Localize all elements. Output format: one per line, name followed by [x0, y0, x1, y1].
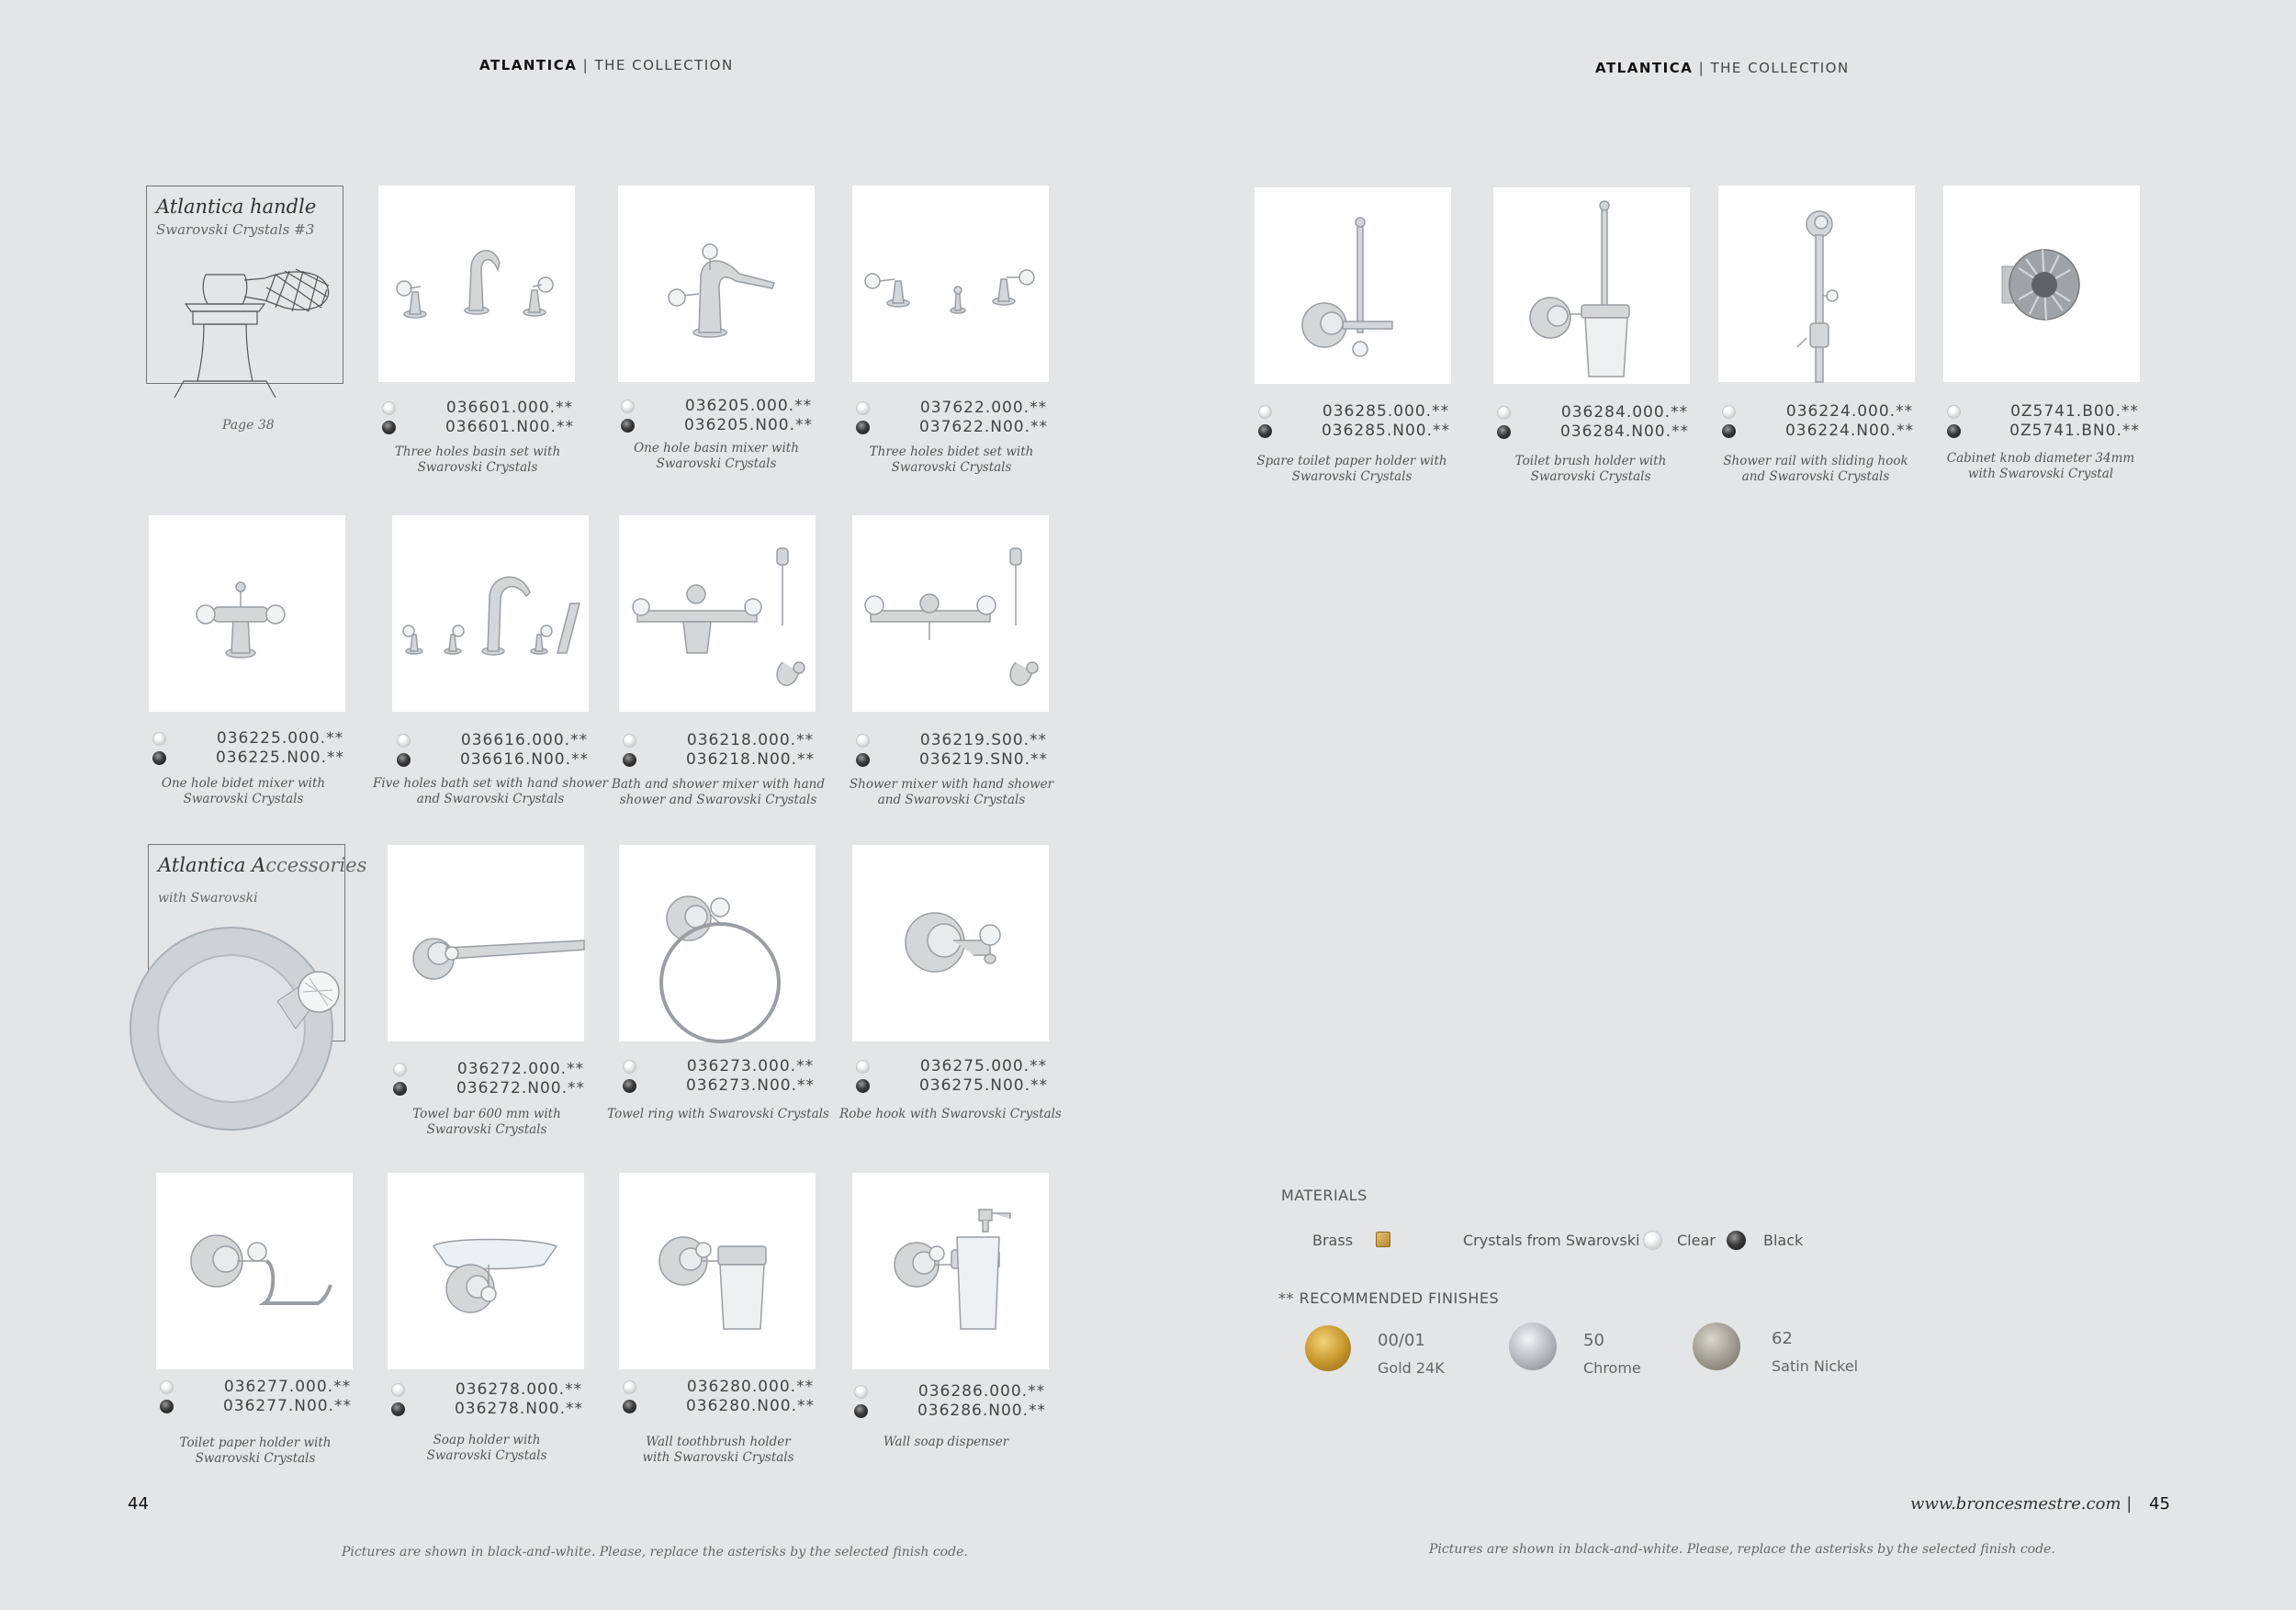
product-codes-036225 — [147, 729, 386, 768]
black-crystal-icon — [391, 1402, 405, 1416]
toilet-paper-holder-icon — [156, 1173, 353, 1369]
product-code: 036286.N00.** — [917, 1402, 1047, 1420]
clear-crystal-icon — [397, 734, 411, 748]
product-codes-036277 — [154, 1378, 393, 1416]
clear-crystal-icon — [623, 1380, 636, 1394]
product-code: 036224.000.** — [1785, 402, 1914, 421]
material-black-label: Black — [1763, 1232, 1804, 1249]
clear-crystal-icon — [1722, 405, 1736, 419]
product-code: 037622.000.** — [919, 399, 1048, 417]
product-code: 036273.N00.** — [685, 1076, 816, 1095]
product-image-036285 — [1255, 187, 1451, 384]
product-caption-036224: Shower rail with sliding hook and Swarovski Crystals — [1723, 454, 1908, 484]
footer-note-left: Pictures are shown in black-and-white. Please, replace the asterisks by the selected finish code. — [342, 1545, 968, 1559]
finish-name-chrome: Chrome — [1583, 1359, 1641, 1377]
product-codes-037622 — [850, 399, 1089, 437]
black-crystal-icon — [856, 421, 870, 434]
product-image-037622 — [852, 186, 1049, 382]
header-section: THE COLLECTION — [1710, 60, 1850, 76]
product-codes-036284 — [1491, 403, 1730, 442]
basin-mixer-icon — [618, 186, 815, 382]
product-caption-037622: Three holes bidet set with Swarovski Crystals — [869, 445, 1034, 475]
black-crystal-icon — [623, 753, 636, 767]
product-caption-036219: Shower mixer with hand shower and Swarovski Crystals — [849, 777, 1054, 807]
product-code: 036280.N00.** — [685, 1397, 816, 1415]
black-crystal-icon — [621, 419, 635, 433]
feature-title: Atlantica handle — [156, 196, 317, 218]
product-code: 0Z5741.B00.** — [2010, 402, 2139, 421]
product-code: 036284.N00.** — [1559, 422, 1690, 441]
black-crystal-icon — [623, 1079, 636, 1093]
black-crystal-icon — [160, 1400, 174, 1413]
product-caption-036277: Toilet paper holder with Swarovski Crystals — [179, 1435, 332, 1466]
right-header — [1595, 60, 1850, 76]
product-code: 036601.N00.** — [445, 418, 575, 436]
product-code: 036225.N00.** — [215, 749, 345, 767]
product-codes-036601 — [377, 399, 615, 437]
bath-set-icon — [392, 515, 589, 712]
clear-crystal-icon — [856, 401, 870, 415]
material-brass-label: Brass — [1312, 1232, 1354, 1249]
material-clear-label: Clear — [1677, 1232, 1716, 1249]
shower-mixer-icon — [852, 515, 1049, 712]
product-codes-036280 — [617, 1378, 856, 1416]
clear-crystal-icon — [623, 1060, 636, 1074]
black-crystal-icon — [152, 751, 166, 765]
product-code: 036272.000.** — [456, 1060, 585, 1078]
product-caption-036205: One hole basin mixer with Swarovski Crystals — [634, 441, 799, 471]
clear-crystal-icon — [856, 734, 870, 748]
feature-title: Atlantica Accessories — [158, 854, 367, 876]
gold-finish-swatch-icon — [1305, 1325, 1351, 1371]
cabinet-knob-icon — [1943, 186, 2140, 382]
recommended-finishes-label: ** RECOMMENDED FINISHES — [1278, 1289, 1500, 1307]
handle-drawing-icon — [147, 186, 344, 385]
product-code: 036278.N00.** — [454, 1400, 584, 1418]
product-code: 036277.N00.** — [222, 1397, 353, 1415]
product-codes-036616 — [391, 731, 630, 770]
three-hole-basin-set-icon — [378, 186, 575, 382]
material-crystals-label: Crystals from Swarovski — [1463, 1232, 1640, 1249]
product-image-036205 — [618, 186, 815, 382]
page-number-right: 45 — [2149, 1494, 2170, 1514]
product-code: 0Z5741.BN0.** — [2009, 422, 2140, 440]
product-caption-036601: Three holes basin set with Swarovski Crystals — [394, 445, 561, 475]
clear-crystal-icon — [1258, 405, 1272, 419]
product-code: 036218.000.** — [686, 731, 815, 749]
page-reference: Page 38 — [222, 418, 275, 433]
black-crystal-icon — [1722, 424, 1736, 438]
black-crystal-icon — [1947, 424, 1961, 438]
product-code: 036275.000.** — [919, 1057, 1048, 1075]
chrome-finish-swatch-icon — [1509, 1323, 1557, 1370]
product-codes-036286 — [849, 1382, 1087, 1421]
product-code: 036616.N00.** — [459, 750, 590, 769]
product-image-036601 — [378, 186, 575, 382]
accessory-closeup-icon — [149, 845, 346, 1042]
product-codes-036205 — [615, 397, 854, 435]
product-codes-036224 — [1716, 402, 1955, 441]
black-crystal-icon — [1497, 425, 1511, 439]
product-caption-036218: Bath and shower mixer with hand shower and Swarovski Crystals — [612, 777, 825, 807]
clear-crystal-icon — [382, 401, 396, 415]
product-code: 036205.N00.** — [683, 416, 814, 434]
product-image-036218 — [619, 515, 816, 712]
product-caption-036284: Toilet brush holder with Swarovski Crystals — [1514, 454, 1667, 484]
finish-name-satin-nickel: Satin Nickel — [1772, 1357, 1859, 1375]
footer-note-right: Pictures are shown in black-and-white. Please, replace the asterisks by the selected finish code. — [1429, 1542, 2055, 1557]
product-caption-036273: Towel ring with Swarovski Crystals — [607, 1107, 829, 1121]
clear-crystal-icon — [854, 1385, 868, 1399]
product-image-036275 — [852, 845, 1049, 1041]
product-code: 036285.000.** — [1322, 402, 1450, 421]
product-caption-0Z5741: Cabinet knob diameter 34mm with Swarovski Crystal — [1946, 451, 2135, 481]
product-code: 036601.000.** — [445, 399, 574, 417]
clear-crystal-icon — [621, 400, 635, 413]
soap-holder-icon — [388, 1173, 584, 1369]
product-caption-036280: Wall toothbrush holder with Swarovski Crystals — [642, 1435, 794, 1465]
product-codes-036278 — [386, 1380, 625, 1419]
product-code: 036225.000.** — [216, 729, 344, 748]
product-code: 036278.000.** — [455, 1380, 583, 1399]
header-section: THE COLLECTION — [594, 57, 734, 73]
clear-crystal-icon — [160, 1380, 174, 1394]
black-crystal-icon — [623, 1400, 636, 1413]
robe-hook-icon — [852, 845, 1049, 1041]
product-caption-036225: One hole bidet mixer with Swarovski Crystals — [161, 776, 326, 806]
product-codes-036275 — [850, 1057, 1089, 1096]
materials-label: MATERIALS — [1281, 1187, 1367, 1204]
product-code: 036616.000.** — [460, 731, 589, 749]
soap-dispenser-icon — [852, 1173, 1049, 1369]
product-image-036219 — [852, 515, 1049, 712]
black-crystal-icon — [382, 421, 396, 434]
black-crystal-icon — [856, 753, 870, 767]
black-crystal-icon — [397, 753, 411, 767]
bidet-set-icon — [852, 186, 1049, 382]
header-separator: | — [582, 57, 590, 73]
product-codes-036285 — [1253, 402, 1491, 441]
black-crystal-icon — [1258, 424, 1272, 438]
product-code: 036218.N00.** — [685, 750, 816, 769]
feature-subtitle: with Swarovski — [158, 891, 258, 906]
black-crystal-icon — [1727, 1231, 1746, 1250]
product-code: 036284.000.** — [1560, 403, 1689, 422]
product-code: 036280.000.** — [686, 1378, 815, 1396]
product-image-0Z5741 — [1943, 186, 2140, 382]
finish-code-chrome: 50 — [1583, 1331, 1604, 1350]
product-code: 036286.000.** — [917, 1382, 1046, 1401]
product-image-036272 — [388, 845, 584, 1041]
product-codes-036273 — [617, 1057, 856, 1096]
bath-shower-mixer-icon — [619, 515, 816, 712]
product-code: 036219.S00.** — [919, 731, 1048, 749]
clear-crystal-icon — [152, 732, 166, 746]
header-brand: ATLANTICA — [479, 57, 578, 73]
product-code: 036273.000.** — [686, 1057, 815, 1075]
left-header — [479, 57, 734, 73]
clear-crystal-icon — [391, 1383, 405, 1397]
black-crystal-icon — [856, 1079, 870, 1093]
clear-crystal-icon — [856, 1060, 870, 1074]
product-code: 036285.N00.** — [1321, 422, 1451, 440]
product-image-036273 — [619, 845, 816, 1041]
product-caption-036278: Soap holder with Swarovski Crystals — [426, 1433, 547, 1463]
product-codes-036219 — [850, 731, 1089, 770]
product-image-036277 — [156, 1173, 353, 1369]
spare-paper-holder-icon — [1255, 187, 1451, 384]
finish-name-gold: Gold 24K — [1378, 1359, 1445, 1377]
towel-ring-icon — [619, 845, 816, 1041]
shower-rail-icon — [1718, 186, 1915, 382]
clear-crystal-icon — [1497, 406, 1511, 420]
product-image-036280 — [619, 1173, 816, 1369]
clear-crystal-icon — [1643, 1231, 1662, 1250]
bidet-mixer-icon — [149, 515, 345, 712]
product-codes-0Z5741 — [1941, 402, 2180, 441]
product-image-036224 — [1718, 186, 1915, 382]
product-caption-036275: Robe hook with Swarovski Crystals — [839, 1107, 1062, 1121]
finish-code-gold: 00/01 — [1378, 1331, 1425, 1350]
product-image-036616 — [392, 515, 589, 712]
clear-crystal-icon — [623, 734, 636, 748]
clear-crystal-icon — [1947, 405, 1961, 419]
product-caption-036285: Spare toilet paper holder with Swarovski Crystals — [1256, 454, 1447, 484]
brass-swatch-icon — [1376, 1232, 1390, 1247]
feature-atlantica-accessories — [148, 844, 367, 1041]
product-image-036278 — [388, 1173, 584, 1369]
feature-atlantica-handle — [146, 186, 343, 384]
product-image-036284 — [1493, 187, 1690, 384]
black-crystal-icon — [393, 1082, 407, 1096]
towel-bar-icon — [388, 845, 584, 1041]
product-caption-036286: Wall soap dispenser — [883, 1435, 1009, 1449]
product-code: 036277.000.** — [223, 1378, 352, 1396]
product-code: 036224.N00.** — [1784, 422, 1915, 440]
feature-subtitle: Swarovski Crystals #3 — [156, 221, 315, 238]
product-caption-036272: Towel bar 600 mm with Swarovski Crystals — [412, 1107, 561, 1137]
toilet-brush-holder-icon — [1493, 187, 1690, 384]
finish-code-satin-nickel: 62 — [1772, 1329, 1793, 1348]
product-code: 036219.SN0.** — [918, 750, 1049, 769]
satin-nickel-finish-swatch-icon — [1693, 1323, 1740, 1370]
header-separator: | — [1698, 60, 1705, 76]
product-code: 036272.N00.** — [456, 1079, 586, 1098]
website-link[interactable]: www.broncesmestre.com | — [1910, 1494, 2133, 1514]
product-image-036286 — [852, 1173, 1049, 1369]
header-brand: ATLANTICA — [1595, 60, 1694, 76]
page-number-left: 44 — [128, 1494, 149, 1514]
toothbrush-holder-icon — [619, 1173, 816, 1369]
product-code: 036205.000.** — [684, 397, 813, 415]
clear-crystal-icon — [393, 1063, 407, 1076]
product-caption-036616: Five holes bath set with hand shower and Swarovski Crystals — [372, 776, 609, 806]
product-codes-036218 — [617, 731, 856, 770]
product-codes-036272 — [388, 1060, 626, 1098]
product-image-036225 — [149, 515, 345, 712]
product-code: 037622.N00.** — [918, 418, 1049, 436]
product-code: 036275.N00.** — [918, 1076, 1049, 1095]
black-crystal-icon — [854, 1404, 868, 1418]
